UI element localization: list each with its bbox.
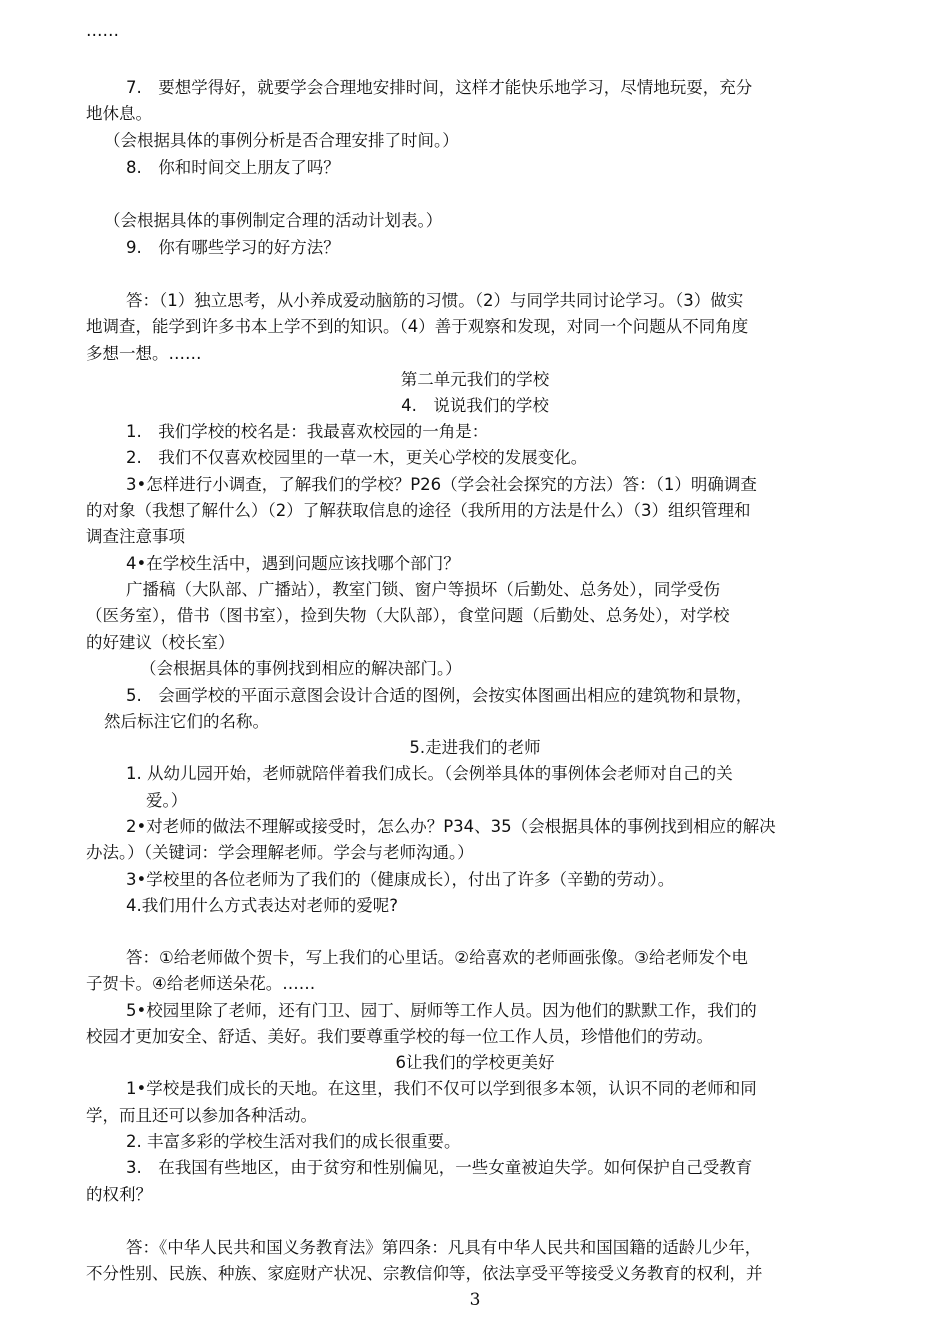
text-line: 办法。）（关键词：学会理解老师。学会与老师沟通。） [86,843,474,862]
text-line: …… [86,21,119,40]
text-line: 不分性别、民族、种族、家庭财产状况、宗教信仰等，依法享受平等接受义务教育的权利，并 [86,1264,763,1283]
section-heading: 第二单元我们的学校 [400,370,550,389]
text-line: 答：《中华人民共和国义务教育法》第四条：凡具有中华人民共和国国籍的适龄儿少年， [126,1238,762,1257]
text-line: 2. 丰富多彩的学校生活对我们的成长很重要。 [126,1132,461,1151]
text-line: （会根据具体的事例分析是否合理安排了时间。） [104,131,459,150]
text-line: 地调查，能学到许多书本上学不到的知识。（4）善于观察和发现，对同一个问题从不同角度 [86,317,749,336]
text-line: 的好建议（校长室） [86,633,235,652]
text-line: 2•对老师的做法不理解或接受时，怎么办？P34、35（会根据具体的事例找到相应的解决 [126,817,776,836]
page-number: 3 [469,1290,481,1310]
text-line: 3•学校里的各位老师为了我们的（健康成长），付出了许多（辛勤的劳动）。 [126,870,675,889]
text-line: 广播稿（大队部、广播站），教室门锁、窗户等损坏（后勤处、总务处），同学受伤 [126,580,720,599]
text-line: 8. 你和时间交上朋友了吗？ [126,158,340,177]
text-line: 多想一想。…… [86,344,202,363]
text-line: 的对象（我想了解什么）（2）了解获取信息的途径（我所用的方法是什么）（3）组织管理和 [86,501,751,520]
text-line: 7. 要想学得好，就要学会合理地安排时间，这样才能快乐地学习，尽情地玩耍，充分 [126,78,753,97]
text-line: 爱。） [146,791,188,810]
text-line: 4.我们用什么方式表达对老师的爱呢? [126,896,399,915]
text-line: 学，而且还可以参加各种活动。 [86,1106,317,1125]
text-line: 答：①给老师做个贺卡，写上我们的心里话。②给喜欢的老师画张像。③给老师发个电 [126,948,748,967]
text-line: 答：（1）独立思考，从小养成爱动脑筋的习惯。（2）与同学共同讨论学习。（3）做实 [126,291,744,310]
text-line: 2. 我们不仅喜欢校园里的一草一木，更关心学校的发展变化。 [126,448,588,467]
text-line: 调查注意事项 [86,527,185,546]
lesson-heading: 5.走进我们的老师 [409,738,541,757]
lesson-heading: 6让我们的学校更美好 [395,1053,555,1072]
text-line: 9. 你有哪些学习的好方法？ [126,238,340,257]
text-line: 的权利？ [86,1185,152,1204]
text-line: 校园才更加安全、舒适、美好。我们要尊重学校的每一位工作人员，珍惜他们的劳动。 [86,1027,713,1046]
text-line: 1. 我们学校的校名是：我最喜欢校园的一角是： [126,422,489,441]
text-line: 4•在学校生活中，遇到问题应该找哪个部门？ [126,554,460,573]
text-line: 3. 在我国有些地区，由于贫穷和性别偏见，一些女童被迫失学。如何保护自己受教育 [126,1158,753,1177]
text-line: 子贺卡。④给老师送朵花。…… [86,974,316,993]
text-line: 3•怎样进行小调查，了解我们的学校？P26（学会社会探究的方法）答：（1）明确调查 [126,475,757,494]
text-line: 地休息。 [86,104,152,123]
text-line: 5•校园里除了老师，还有门卫、园丁、厨师等工作人员。因为他们的默默工作，我们的 [126,1001,757,1020]
lesson-heading: 4. 说说我们的学校 [401,396,549,415]
text-line: 然后标注它们的名称。 [104,712,269,731]
text-line: 5. 会画学校的平面示意图会设计合适的图例，会按实体图画出相应的建筑物和景物， [126,686,753,705]
text-line: （会根据具体的事例找到相应的解决部门。） [140,659,462,678]
text-line: （会根据具体的事例制定合理的活动计划表。） [104,211,443,230]
text-line: （医务室），借书（图书室），捡到失物（大队部），食堂问题（后勤处、总务处），对学校 [86,606,730,625]
text-line: 1. 从幼儿园开始，老师就陪伴着我们成长。（会例举具体的事例体会老师对自己的关 [126,764,733,783]
text-line: 1•学校是我们成长的天地。在这里，我们不仅可以学到很多本领，认识不同的老师和同 [126,1079,757,1098]
